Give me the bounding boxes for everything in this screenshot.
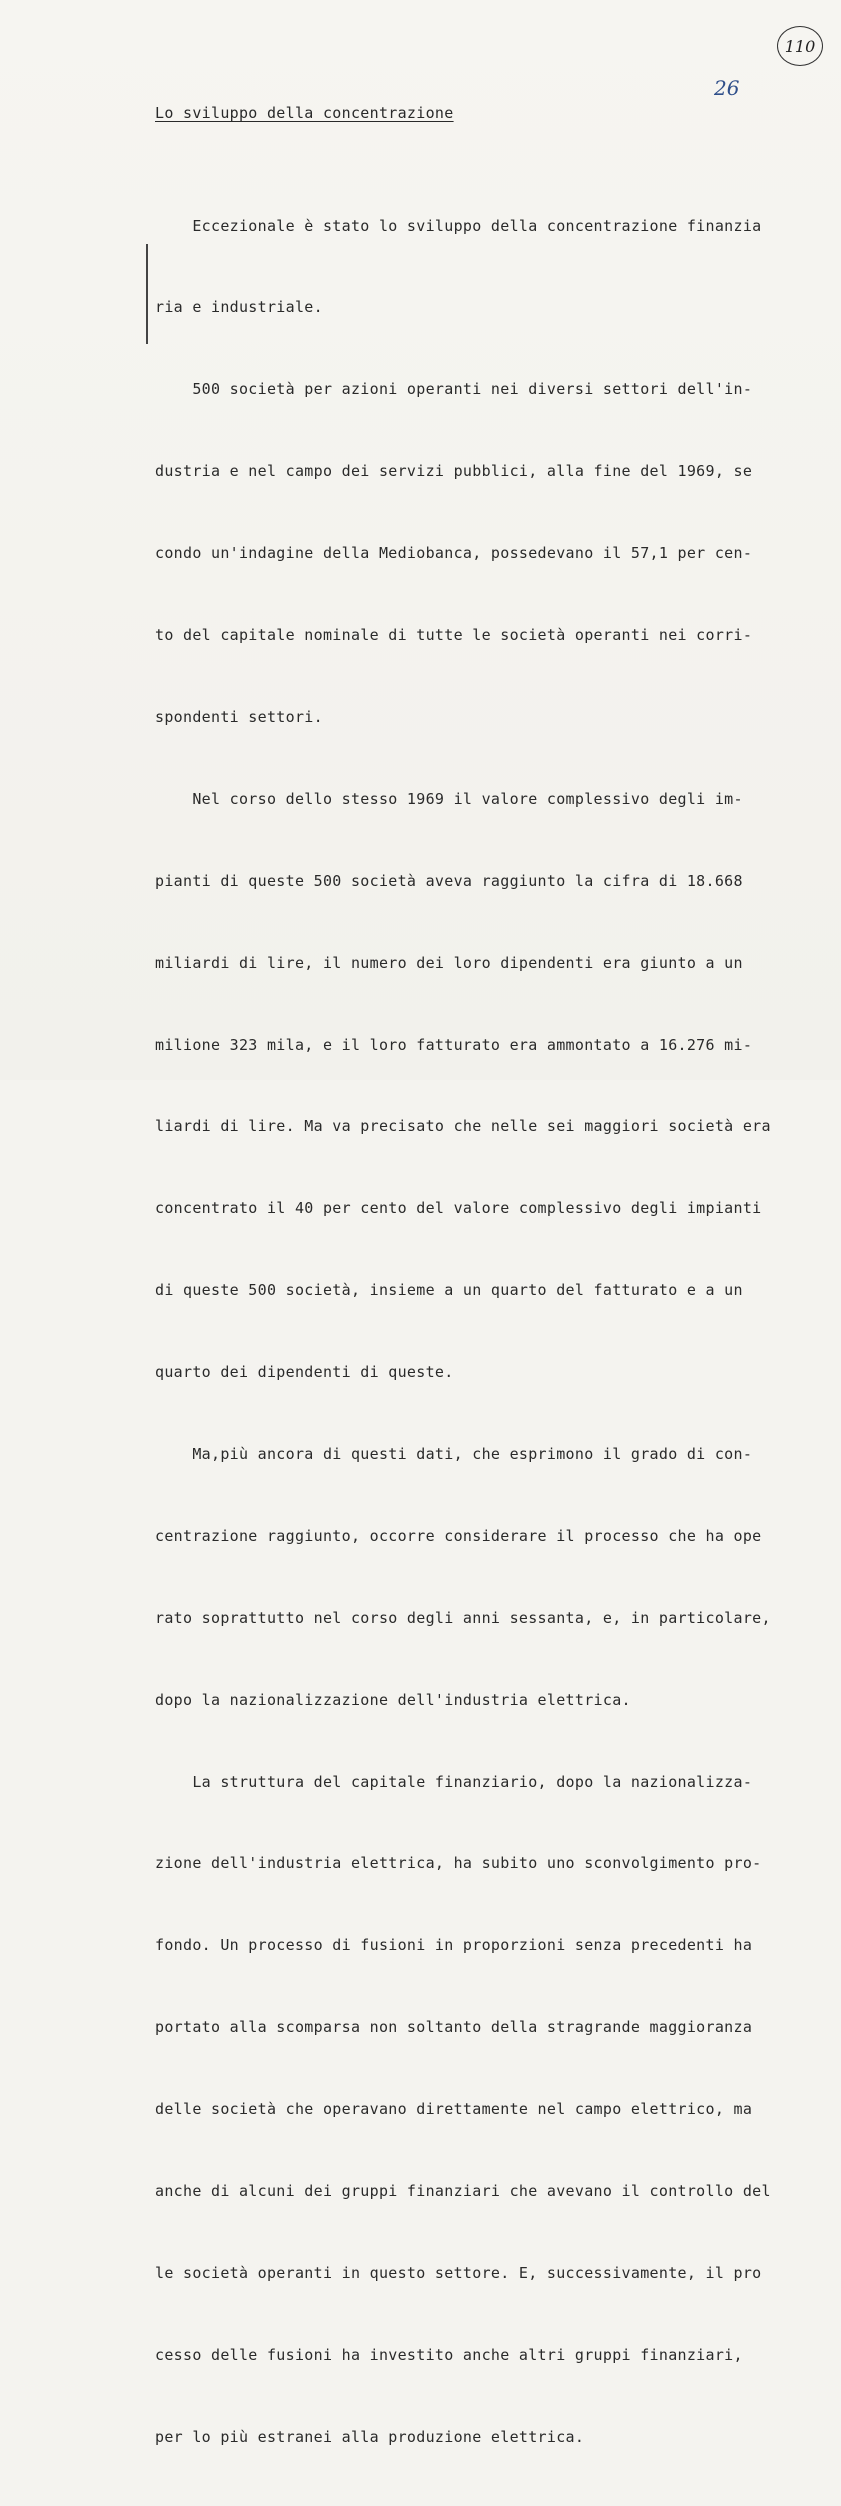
text-line: milione 323 mila, e il loro fatturato era ammontato a 16.276 mi-	[155, 1035, 753, 1054]
text-line: concentrato il 40 per cento del valore complessivo degli impianti	[155, 1199, 762, 1218]
text-line: anche di alcuni dei gruppi finanziari che avevano il controllo del	[155, 2181, 771, 2200]
body-text	[155, 158, 771, 2506]
text-line: Nel corso dello stesso 1969 il valore complessivo degli im-	[155, 789, 743, 808]
text-line: di queste 500 società, insieme a un quarto del fatturato e a un	[155, 1281, 743, 1300]
text-line: Ma,più ancora di questi dati, che esprimono il grado di con-	[155, 1444, 753, 1463]
text-line: liardi di lire. Ma va precisato che nelle sei maggiori società era	[155, 1117, 771, 1136]
text-line: miliardi di lire, il numero dei loro dipendenti era giunto a un	[155, 953, 743, 972]
text-line: delle società che operavano direttamente nel campo elettrico, ma	[155, 2100, 753, 2119]
text-line: pianti di queste 500 società aveva raggiunto la cifra di 18.668	[155, 871, 743, 890]
text-line: spondenti settori.	[155, 707, 323, 726]
text-line: centrazione raggiunto, occorre considerare il processo che ha ope	[155, 1526, 762, 1545]
text-line: 500 società per azioni operanti nei diversi settori dell'in-	[155, 380, 753, 399]
circled-number-text: 110	[784, 36, 816, 56]
text-line: ria e industriale.	[155, 298, 323, 317]
text-line: condo un'indagine della Mediobanca, possedevano il 57,1 per cen-	[155, 544, 753, 563]
text-line: rato soprattutto nel corso degli anni sessanta, e, in particolare,	[155, 1608, 771, 1627]
handwritten-page-number: 26	[714, 76, 740, 100]
text-line: fondo. Un processo di fusioni in proporzioni senza precedenti ha	[155, 1936, 753, 1955]
text-line: portato alla scomparsa non soltanto della stragrande maggioranza	[155, 2018, 753, 2037]
text-line: La struttura del capitale finanziario, dopo la nazionalizza-	[155, 1772, 753, 1791]
handwritten-circled-number	[777, 26, 823, 66]
margin-marker-line	[146, 244, 148, 344]
text-line: dustria e nel campo dei servizi pubblici, alla fine del 1969, se	[155, 462, 753, 481]
page-title: Lo sviluppo della concentrazione	[155, 104, 454, 122]
text-line: zione dell'industria elettrica, ha subito uno sconvolgimento pro-	[155, 1854, 762, 1873]
text-line: per lo più estranei alla produzione elettrica.	[155, 2427, 585, 2446]
text-line: Eccezionale è stato lo sviluppo della concentrazione finanzia	[155, 216, 762, 235]
text-line: le società operanti in questo settore. E, successivamente, il pro	[155, 2263, 762, 2282]
text-line: to del capitale nominale di tutte le società operanti nei corri-	[155, 626, 753, 645]
text-line: cesso delle fusioni ha investito anche altri gruppi finanziari,	[155, 2345, 743, 2364]
text-line: quarto dei dipendenti di queste.	[155, 1363, 454, 1382]
text-line: dopo la nazionalizzazione dell'industria elettrica.	[155, 1690, 631, 1709]
